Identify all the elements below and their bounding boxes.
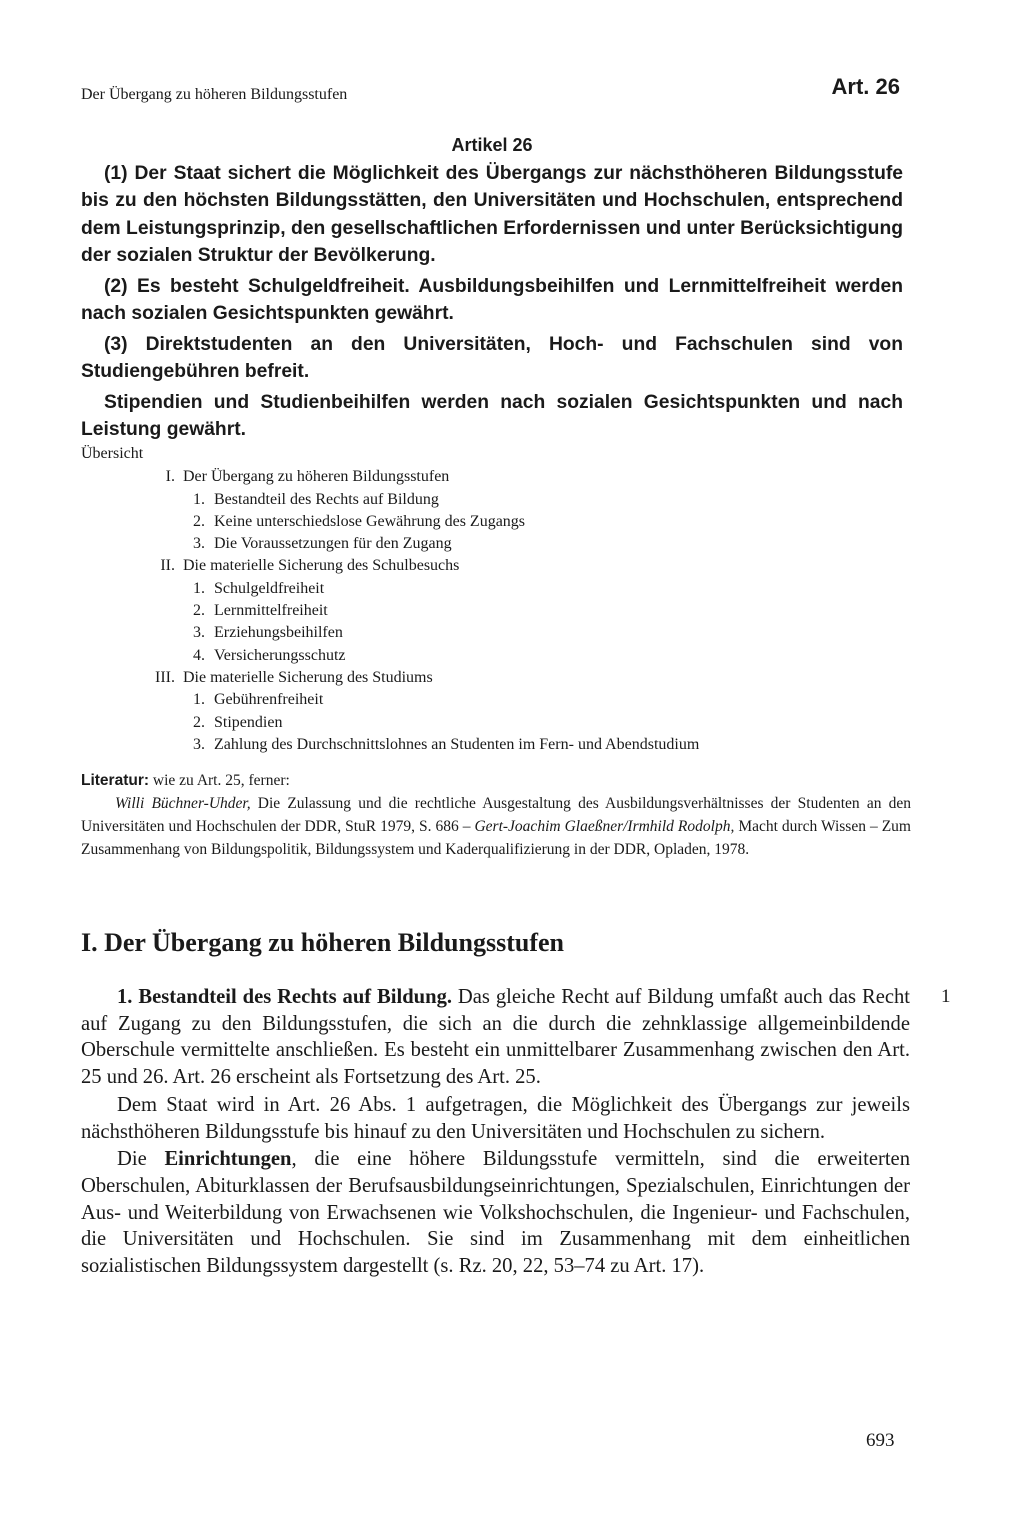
law-title: Artikel 26 — [451, 135, 533, 155]
overview — [81, 443, 699, 756]
law-paragraph-1: (1) Der Staat sichert die Möglichkeit des Übergangs zur nächsthöheren Bildungsstufe bis zu den höchsten Bildungsstätten, den Universitäten und Hochschulen, entsprechend dem Leistungsprinzip, den gesellschaftlichen Erfordernissen und unter Berücksichtigung der sozialen Struktur der Bevölkerung. — [81, 162, 903, 266]
margin-number: 1 — [941, 986, 951, 1007]
law-text-block — [81, 132, 903, 447]
overview-section: II. Die materielle Sicherung des Schulbesuchs — [160, 557, 460, 575]
overview-item: 3. Zahlung des Durchschnittslohnes an Studenten im Fern- und Abendstudium — [193, 735, 700, 753]
author-reference: Gert-Joachim Glaeßner/Irmhild Rodolph, — [474, 818, 735, 835]
literature-intro: Literatur: wie zu Art. 25, ferner: — [81, 772, 290, 789]
running-head: Der Übergang zu höheren Bildungsstufen — [81, 86, 348, 103]
law-paragraph-2: (2) Es besteht Schulgeldfreiheit. Ausbildungsbeihilfen und Lernmittelfreiheit werden nach sozialen Gesichtspunkten gewährt. — [81, 275, 903, 324]
overview-section: III. Die materielle Sicherung des Studiums — [155, 668, 433, 686]
literature-references: Willi Büchner-Uhder, Die Zulassung und die rechtliche Ausgestaltung des Ausbildungsverhältnisses der Studenten an den Universitäten und Hochschulen der DDR, StuR 1979, S. 686 – Gert-Joachim Glaeßner/Irmhild Rodolph, Macht durch Wissen – Zum Zusammenhang von Bildungspolitik, Bildungssystem und Kaderqualifizierung in der DDR, Opladen, 1978. — [81, 795, 912, 858]
law-paragraph-4: Stipendien und Studienbeihilfen werden nach sozialen Gesichtspunkten und nach Leistung gewährt. — [81, 391, 903, 440]
overview-item: 1. Bestandteil des Rechts auf Bildung — [193, 490, 439, 508]
body-paragraph-2: Dem Staat wird in Art. 26 Abs. 1 aufgetragen, die Möglichkeit des Übergangs zur jeweils nächsthöheren Bildungsstufe bis hinauf zu den Universitäten und Hochschulen zu sichern. — [81, 1093, 910, 1143]
author-reference: Willi Büchner-Uhder, — [115, 795, 251, 812]
body-paragraph-3: Die Einrichtungen, die eine höhere Bildungsstufe vermitteln, sind die erweiterten Oberschulen, Abiturklassen der Berufsausbildungseinrichtungen, Spezialschulen, Einrichtungen der Aus- und Weiterbildung von Erwachsenen wie Volkshochschulen, die Ingenieur- und Fachschulen, die Universitäten und Hochschulen. Sie sind im Zusammenhang mit dem einheitlichen sozialistischen Bildungssystem dargestellt (s. Rz. 20, 22, 53–74 zu Art. 17). — [81, 1148, 910, 1278]
body-text — [81, 984, 910, 1280]
overview-item: 2. Stipendien — [193, 713, 283, 731]
literature-label: Literatur: — [81, 772, 150, 789]
overview-list — [81, 466, 699, 756]
article-reference: Art. 26 — [831, 74, 900, 99]
page-number: 693 — [866, 1430, 895, 1451]
literature-block — [81, 769, 911, 861]
law-paragraph-3: (3) Direktstudenten an den Universitäten, Hoch- und Fachschulen sind von Studiengebühren befreit. — [81, 333, 903, 382]
overview-item: 2. Lernmittelfreiheit — [193, 602, 328, 620]
overview-item: 2. Keine unterschiedslose Gewährung des Zugangs — [193, 512, 526, 530]
overview-item: 1. Gebührenfreiheit — [193, 691, 324, 709]
keyword: Einrichtungen — [164, 1148, 292, 1171]
overview-item: 3. Erziehungsbeihilfen — [193, 624, 343, 642]
section-heading: I. Der Übergang zu höheren Bildungsstufen — [81, 928, 564, 957]
overview-section: I. Der Übergang zu höheren Bildungsstufen — [165, 468, 450, 486]
overview-item: 3. Die Voraussetzungen für den Zugang — [193, 535, 452, 553]
overview-item: 1. Schulgeldfreiheit — [193, 579, 325, 597]
overview-title: Übersicht — [81, 445, 144, 462]
body-paragraph-1: 1. Bestandteil des Rechts auf Bildung. Das gleiche Recht auf Bildung umfaßt auch das Recht auf Zugang zu den Bildungsstufen, die sich an die durch die zehnklassige allgemeinbildende Oberschule vermittelte anschließen. Es besteht ein unmittelbarer Zusammenhang zwischen den Art. 25 und 26. Art. 26 erscheint als Fortsetzung des Art. 25. — [81, 986, 910, 1089]
overview-item: 4. Versicherungsschutz — [193, 646, 346, 664]
paragraph-lead: 1. Bestandteil des Rechts auf Bildung. — [117, 986, 453, 1008]
